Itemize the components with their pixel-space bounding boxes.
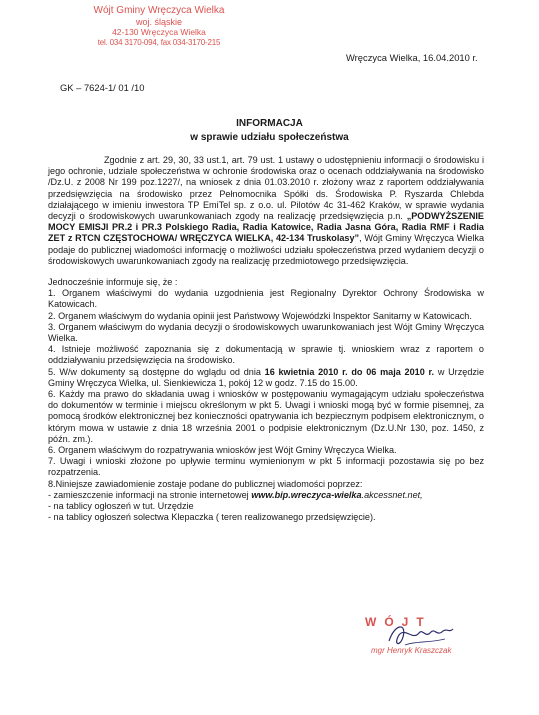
stamp-line-4: tel. 034 3170-094, fax 034-3170-215	[97, 37, 221, 47]
intro-text-2: , Wójt Gminy Wręczyca Wielka podaje do publicznej wiadomości informację o możliwości udziału społeczeństwa przed wydaniem decyzji o środowiskowych uwarunkowaniach zgody na realizację przedmiotowego przedsięwzięcia.	[48, 233, 484, 266]
item5-text-1: 5. W/w dokumenty są dostępne do wglądu od dnia	[48, 366, 265, 377]
bullet-1-text-2: .akcessnet.net,	[361, 489, 423, 500]
stamp-line-2: woj. śląskie	[135, 16, 182, 27]
list-item-5	[48, 367, 484, 389]
bullet-2: - na tablicy ogłoszeń w tut. Urzędzie	[48, 501, 194, 512]
document-body	[48, 155, 484, 524]
office-stamp	[74, 6, 244, 48]
reference-number: GK – 7624-1/ 01 /10	[60, 82, 145, 93]
bullet-1	[48, 490, 484, 501]
bip-link[interactable]: www.bip.wreczyca-wielka	[251, 489, 362, 500]
list-item-2: 2. Organem właściwym do wydania opinii jest Państwowy Wojewódzki Inspektor Sanitarny w Katowicach.	[48, 310, 472, 321]
list-item-6a: 6. Każdy ma prawo do składania uwag i wniosków w postępowaniu wymagającym udziału społeczeństwa do dokumentów w terminie i miejscu określonym w pkt 5. Uwagi i wnioski mogą być w formie pisemnej, za pomocą środków elektronicznej bez konieczności opatrywania ich bezpiecznym podpisem elektronicznym, o którym mowa w ustawie z dnia 18 września 2001 o podpisie elektronicznym (Dz.U.Nr 130, poz. 1450, z późn. zm.).	[48, 389, 484, 444]
list-item-3: 3. Organem właściwym do wydania decyzji o środowiskowych uwarunkowaniach jest Wójt Gminy Wręczyca Wielka.	[48, 321, 484, 344]
list-item-7: 7. Uwagi i wnioski złożone po upływie terminu wymienionym w pkt 5 informacji pozostawia się po bez rozpatrzenia.	[48, 456, 484, 478]
list-item-4: 4. Istnieje możliwość zapoznania się z dokumentacją w sprawie tj. wnioskiem wraz z raportem o oddziaływaniu przedsięwzięcia na środowisko.	[48, 344, 484, 366]
signature-title: WÓJT	[365, 615, 432, 629]
list-item-8: 8.Niniejsze zawiadomienie zostaje podane do publicznej wiadomości poprzez:	[48, 478, 363, 489]
signature-block	[355, 615, 485, 675]
list-lead: Jednocześnie informuje się, że :	[48, 277, 178, 288]
bullet-1-text-1: - zamieszczenie informacji na stronie internetowej	[48, 489, 252, 500]
document-subtitle: w sprawie udziału społeczeństwa	[190, 132, 349, 143]
stamp-line-3: 42-130 Wręczyca Wielka	[112, 27, 206, 37]
bullet-3: - na tablicy ogłoszeń solectwa Klepaczka ( teren realizowanego przedsięwzięcie).	[48, 512, 376, 523]
place-date: Wręczyca Wielka, 16.04.2010 r.	[346, 52, 478, 63]
list-item-6b: 6. Organem właściwym do rozpatrywania wniosków jest Wójt Gminy Wręczyca Wielka.	[48, 445, 397, 456]
item5-dates: 16 kwietnia 2010 r. do 06 maja 2010 r.	[264, 366, 435, 377]
intro-text-1: Zgodnie z art. 29, 30, 33 ust.1, art. 79 ust. 1 ustawy o udostępnieniu informacji o środowisku i jego ochronie, udziale społeczeństwa w ochronie środowiska oraz o ocenach oddziaływania na środowisko /Dz.U. z 2008 Nr 199 poz.1227/, na wniosek z dnia 01.03.2010 r. złożony wraz z raportem oddziaływania przedsięwzięcia na środowisko przez Pełnomocnika Spółki ds. Środowiska P. Ryszarda Chlebda działającego w imieniu inwestora TP EmiTel sp. z o.o. ul. Pilotów 4c 31-462 Kraków, w sprawie wydania decyzji o środowiskowych uwarunkowaniach zgody na realizację przedsięwzięcia p.n.	[48, 155, 484, 222]
list-item-1: 1. Organem właściwymi do wydania uzgodnienia jest Regionalny Dyrektor Ochrony Środowiska w Katowicach.	[48, 288, 484, 310]
document-title: INFORMACJA	[236, 118, 303, 129]
signatory-name: mgr Henryk Kraszczak	[371, 646, 452, 655]
project-name: „PODWYŻSZENIE MOCY EMISJI PR.2 i PR.3 Polskiego Radia, Radia Katowice, Radia Jasna Góra, Radia RMF i Radia ZET z RTCN CZĘSTOCHOWA/ WRĘCZYCA WIELKA, 42-134 Truskolasy”	[48, 211, 484, 244]
stamp-line-1: Wójt Gminy Wręczyca Wielka	[93, 5, 225, 16]
intro-paragraph	[48, 155, 484, 267]
item5-text-2: w Urzędzie Gminy Wręczyca Wielka, ul. Sienkiewicza 1, pokój 12 w godz. 7.15 do 15.00.	[48, 366, 484, 388]
